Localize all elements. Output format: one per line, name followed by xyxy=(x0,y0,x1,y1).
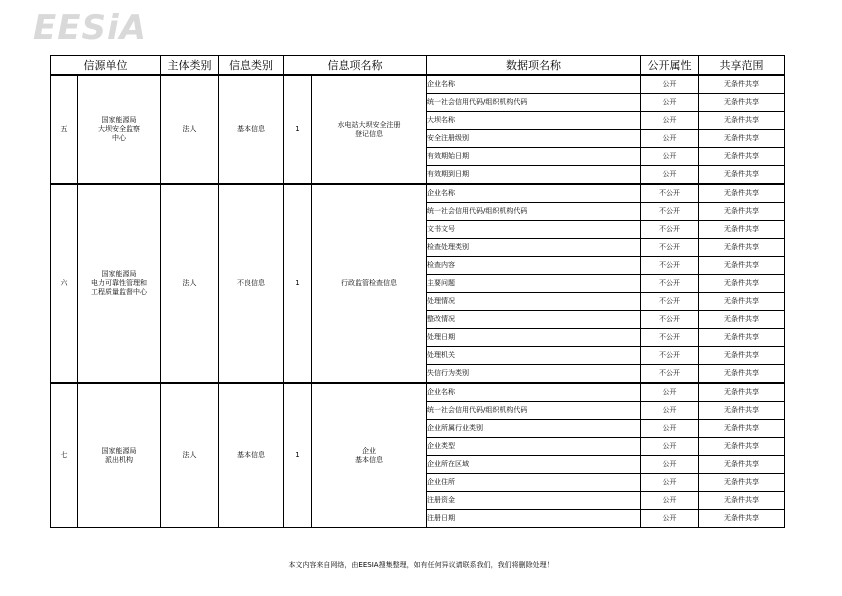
public-attribute: 不公开 xyxy=(641,329,699,347)
data-item-name: 处理情况 xyxy=(427,293,641,311)
share-scope: 无条件共享 xyxy=(699,474,785,492)
public-attribute: 公开 xyxy=(641,402,699,420)
data-item-name: 处理机关 xyxy=(427,347,641,365)
data-item-name: 企业名称 xyxy=(427,184,641,203)
table-row xyxy=(51,75,785,94)
public-attribute: 公开 xyxy=(641,112,699,130)
data-item-name: 企业所属行业类别 xyxy=(427,420,641,438)
subject-type: 法人 xyxy=(161,75,219,184)
data-item-name: 主要问题 xyxy=(427,275,641,293)
data-item-name: 检查处理类别 xyxy=(427,239,641,257)
share-scope: 无条件共享 xyxy=(699,148,785,166)
data-item-name: 统一社会信用代码/组织机构代码 xyxy=(427,203,641,221)
info-item-name: 企业 基本信息 xyxy=(312,383,427,528)
share-scope: 无条件共享 xyxy=(699,94,785,112)
data-item-name: 企业类型 xyxy=(427,438,641,456)
info-category: 不良信息 xyxy=(219,184,284,383)
share-scope: 无条件共享 xyxy=(699,166,785,185)
share-scope: 无条件共享 xyxy=(699,257,785,275)
public-attribute: 不公开 xyxy=(641,257,699,275)
share-scope: 无条件共享 xyxy=(699,184,785,203)
data-catalog-table xyxy=(50,55,785,528)
header-data-item-name: 数据项名称 xyxy=(427,56,641,76)
data-item-name: 安全注册级别 xyxy=(427,130,641,148)
header-share-scope: 共享范围 xyxy=(699,56,785,76)
public-attribute: 公开 xyxy=(641,75,699,94)
public-attribute: 不公开 xyxy=(641,184,699,203)
public-attribute: 不公开 xyxy=(641,203,699,221)
public-attribute: 公开 xyxy=(641,420,699,438)
info-item-name: 水电站大坝安全注册 登记信息 xyxy=(312,75,427,184)
table-body xyxy=(51,75,785,528)
public-attribute: 不公开 xyxy=(641,311,699,329)
public-attribute: 公开 xyxy=(641,148,699,166)
info-category: 基本信息 xyxy=(219,75,284,184)
share-scope: 无条件共享 xyxy=(699,510,785,528)
data-item-name: 企业所在区域 xyxy=(427,456,641,474)
share-scope: 无条件共享 xyxy=(699,438,785,456)
table-header-row xyxy=(51,56,785,76)
data-item-name: 注册资金 xyxy=(427,492,641,510)
data-item-name: 有效期始日期 xyxy=(427,148,641,166)
eesia-logo: EESiA xyxy=(33,8,147,48)
subject-type: 法人 xyxy=(161,184,219,383)
data-item-name: 文书文号 xyxy=(427,221,641,239)
group-seq: 五 xyxy=(51,75,78,184)
public-attribute: 不公开 xyxy=(641,347,699,365)
source-unit: 国家能源局 大坝安全监察 中心 xyxy=(78,75,161,184)
data-item-name: 注册日期 xyxy=(427,510,641,528)
share-scope: 无条件共享 xyxy=(699,383,785,402)
public-attribute: 公开 xyxy=(641,383,699,402)
public-attribute: 公开 xyxy=(641,166,699,185)
share-scope: 无条件共享 xyxy=(699,402,785,420)
data-item-name: 统一社会信用代码/组织机构代码 xyxy=(427,402,641,420)
header-source-unit: 信源单位 xyxy=(51,56,161,76)
group-seq: 七 xyxy=(51,383,78,528)
data-item-name: 整改情况 xyxy=(427,311,641,329)
public-attribute: 公开 xyxy=(641,438,699,456)
header-info-item-name: 信息项名称 xyxy=(284,56,427,76)
data-item-name: 企业名称 xyxy=(427,383,641,402)
info-item-no: 1 xyxy=(284,383,312,528)
public-attribute: 公开 xyxy=(641,130,699,148)
data-item-name: 有效期到日期 xyxy=(427,166,641,185)
subject-type: 法人 xyxy=(161,383,219,528)
header-info-category: 信息类别 xyxy=(219,56,284,76)
source-unit: 国家能源局 电力可靠性管理和 工程质量监督中心 xyxy=(78,184,161,383)
header-public-attribute: 公开属性 xyxy=(641,56,699,76)
table-row xyxy=(51,184,785,203)
public-attribute: 公开 xyxy=(641,492,699,510)
data-item-name: 企业住所 xyxy=(427,474,641,492)
share-scope: 无条件共享 xyxy=(699,203,785,221)
group-seq: 六 xyxy=(51,184,78,383)
share-scope: 无条件共享 xyxy=(699,112,785,130)
public-attribute: 不公开 xyxy=(641,275,699,293)
info-item-no: 1 xyxy=(284,75,312,184)
footer-note: 本文内容来自网络，由EESIA搜集整理，如有任何异议请联系我们，我们将删除处理！ xyxy=(288,561,554,569)
share-scope: 无条件共享 xyxy=(699,420,785,438)
data-item-name: 大坝名称 xyxy=(427,112,641,130)
public-attribute: 不公开 xyxy=(641,239,699,257)
public-attribute: 不公开 xyxy=(641,365,699,384)
share-scope: 无条件共享 xyxy=(699,221,785,239)
share-scope: 无条件共享 xyxy=(699,293,785,311)
info-item-name: 行政监管检查信息 xyxy=(312,184,427,383)
share-scope: 无条件共享 xyxy=(699,130,785,148)
data-item-name: 统一社会信用代码/组织机构代码 xyxy=(427,94,641,112)
public-attribute: 公开 xyxy=(641,94,699,112)
public-attribute: 公开 xyxy=(641,510,699,528)
share-scope: 无条件共享 xyxy=(699,329,785,347)
public-attribute: 公开 xyxy=(641,474,699,492)
data-item-name: 处理日期 xyxy=(427,329,641,347)
public-attribute: 公开 xyxy=(641,456,699,474)
share-scope: 无条件共享 xyxy=(699,492,785,510)
share-scope: 无条件共享 xyxy=(699,456,785,474)
info-category: 基本信息 xyxy=(219,383,284,528)
share-scope: 无条件共享 xyxy=(699,275,785,293)
data-item-name: 失信行为类别 xyxy=(427,365,641,384)
source-unit: 国家能源局 派出机构 xyxy=(78,383,161,528)
data-item-name: 检查内容 xyxy=(427,257,641,275)
share-scope: 无条件共享 xyxy=(699,311,785,329)
table-row xyxy=(51,383,785,402)
header-subject-type: 主体类别 xyxy=(161,56,219,76)
share-scope: 无条件共享 xyxy=(699,239,785,257)
share-scope: 无条件共享 xyxy=(699,347,785,365)
share-scope: 无条件共享 xyxy=(699,365,785,384)
data-item-name: 企业名称 xyxy=(427,75,641,94)
share-scope: 无条件共享 xyxy=(699,75,785,94)
public-attribute: 不公开 xyxy=(641,293,699,311)
info-item-no: 1 xyxy=(284,184,312,383)
public-attribute: 不公开 xyxy=(641,221,699,239)
